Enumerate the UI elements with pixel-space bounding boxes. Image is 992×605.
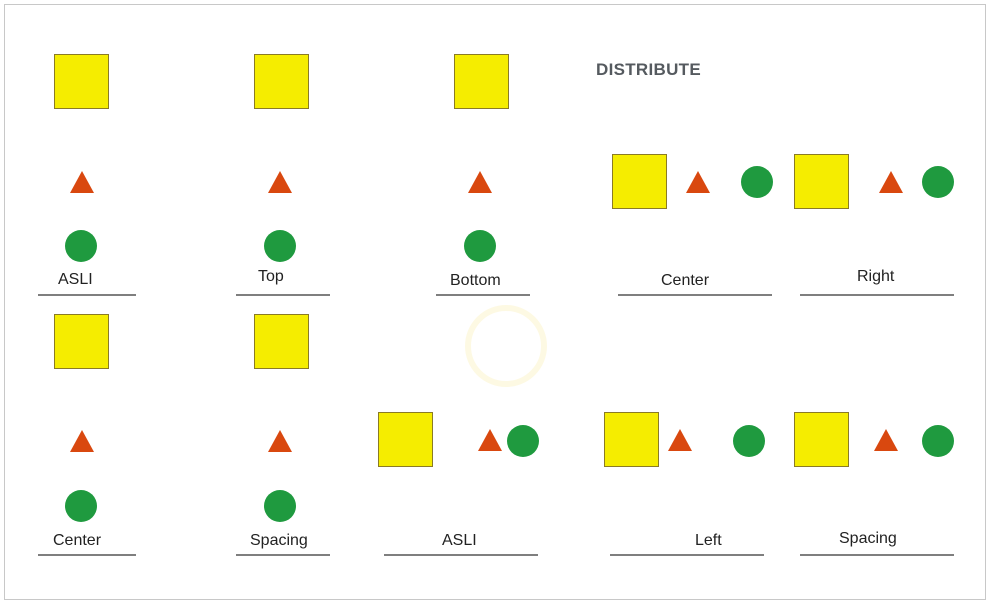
triangle-shape	[668, 429, 692, 451]
triangle-shape	[70, 171, 94, 193]
triangle-shape	[874, 429, 898, 451]
diagram-title: DISTRIBUTE	[596, 60, 701, 79]
label-asli-top: ASLI	[58, 271, 93, 288]
square-shape	[794, 154, 849, 209]
circle-shape	[464, 230, 496, 262]
circle-shape	[507, 425, 539, 457]
underline	[236, 554, 330, 556]
underline	[38, 294, 136, 296]
underline	[384, 554, 538, 556]
label-top: Top	[258, 268, 284, 285]
label-left: Left	[695, 532, 722, 549]
circle-shape	[741, 166, 773, 198]
square-shape	[794, 412, 849, 467]
label-spacing-horizontal: Spacing	[839, 530, 897, 547]
underline	[38, 554, 136, 556]
circle-shape	[922, 166, 954, 198]
label-bottom: Bottom	[450, 272, 501, 289]
label-center-horizontal: Center	[661, 272, 710, 289]
watermark-logo	[465, 305, 547, 387]
square-shape	[254, 314, 309, 369]
label-center-vertical: Center	[53, 532, 102, 549]
square-shape	[604, 412, 659, 467]
square-shape	[378, 412, 433, 467]
circle-shape	[922, 425, 954, 457]
label-right: Right	[857, 268, 895, 285]
underline	[618, 294, 772, 296]
triangle-shape	[879, 171, 903, 193]
underline	[610, 554, 764, 556]
circle-shape	[264, 490, 296, 522]
square-shape	[454, 54, 509, 109]
underline	[236, 294, 330, 296]
triangle-shape	[686, 171, 710, 193]
underline	[800, 554, 954, 556]
underline	[436, 294, 530, 296]
square-shape	[54, 54, 109, 109]
square-shape	[612, 154, 667, 209]
underline	[800, 294, 954, 296]
circle-shape	[65, 230, 97, 262]
square-shape	[54, 314, 109, 369]
triangle-shape	[468, 171, 492, 193]
circle-shape	[65, 490, 97, 522]
triangle-shape	[268, 430, 292, 452]
circle-shape	[733, 425, 765, 457]
label-asli-horizontal: ASLI	[442, 532, 477, 549]
circle-shape	[264, 230, 296, 262]
triangle-shape	[268, 171, 292, 193]
triangle-shape	[478, 429, 502, 451]
triangle-shape	[70, 430, 94, 452]
square-shape	[254, 54, 309, 109]
label-spacing-vertical: Spacing	[250, 532, 308, 549]
